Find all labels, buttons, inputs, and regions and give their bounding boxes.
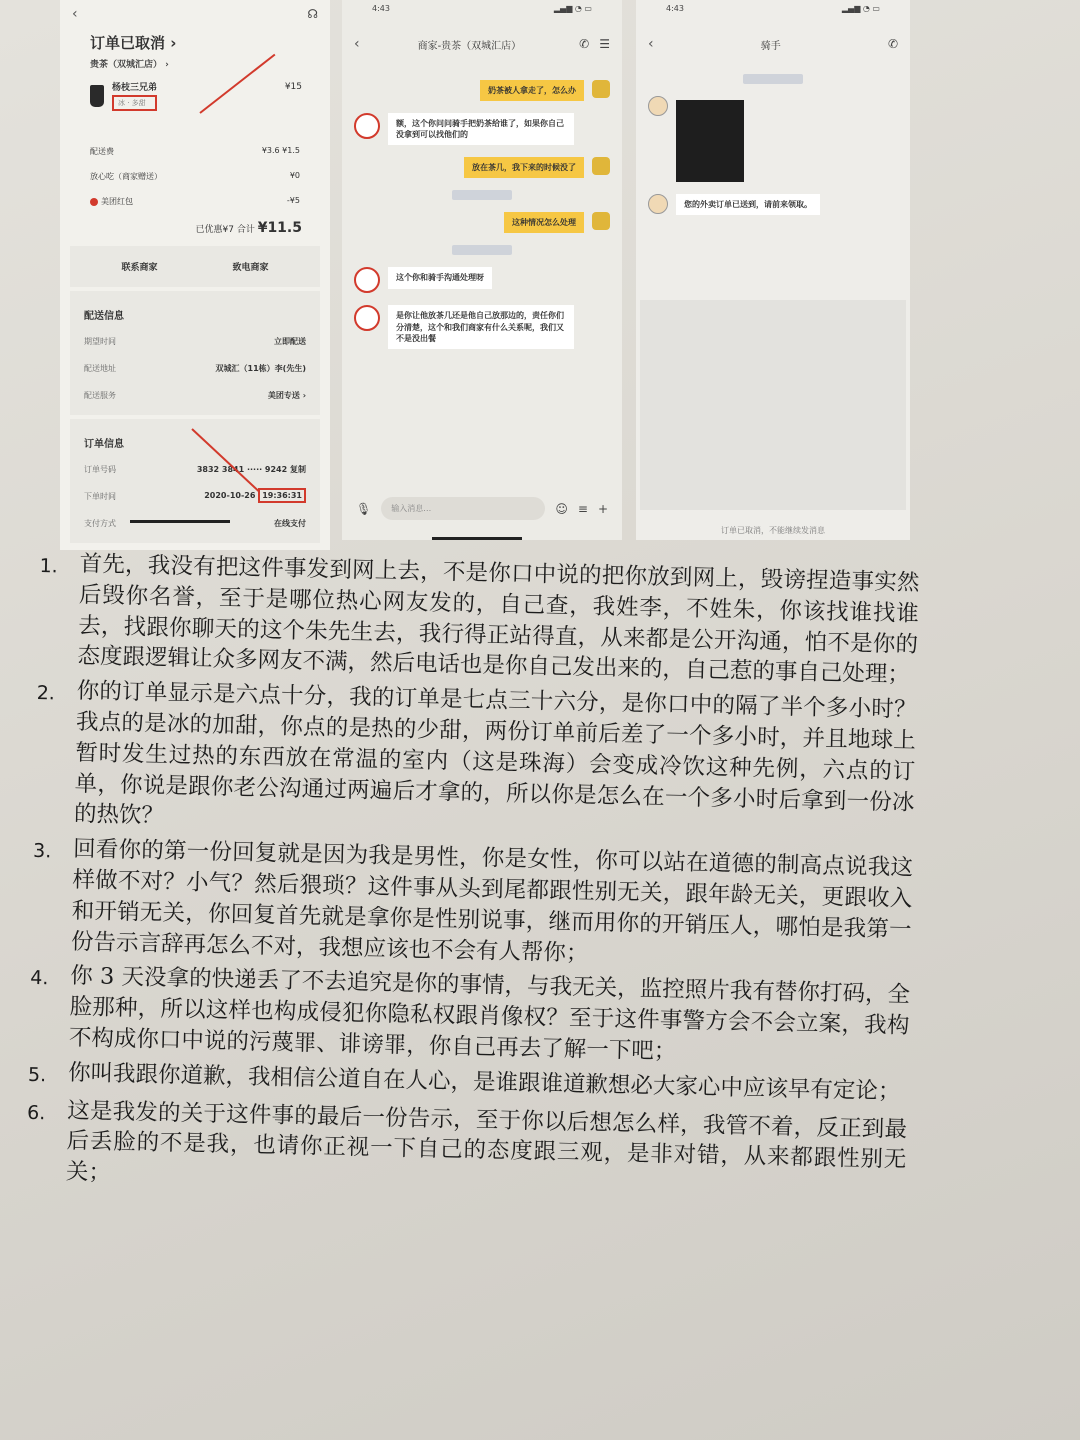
status-bar [342, 0, 622, 30]
paragraph-number: 5. [27, 1063, 47, 1087]
paragraph-number: 3. [32, 840, 52, 863]
status-time: 4:43 [372, 4, 390, 13]
message-bubble: 奶茶被人拿走了，怎么办 [480, 80, 584, 101]
screenshot-strip [60, 0, 920, 550]
delivery-value[interactable]: 美团专送 › [267, 391, 306, 400]
statement-paragraph [31, 833, 914, 976]
home-indicator [432, 537, 522, 540]
statement-paragraph [34, 675, 917, 849]
red-packet-icon [90, 198, 98, 206]
empty-chat-area [640, 300, 906, 510]
delivery-value: 双城汇（11栋）李(先生) [215, 364, 306, 373]
rider-avatar [648, 194, 668, 214]
fee-value: -¥5 [286, 196, 300, 205]
chat-message [354, 212, 610, 233]
rider-avatar [648, 96, 668, 116]
order-info-row [84, 483, 306, 510]
order-time-highlight: 19:36:31 [258, 488, 306, 503]
item-spec: 冰 · 多甜 [112, 95, 157, 111]
payment-method: 在线支付 [274, 519, 306, 528]
order-info-title: 订单信息 [84, 439, 124, 450]
chat-topbar [342, 30, 622, 58]
message-bubble: 额，这个你问问骑手把奶茶给谁了，如果你自己没拿到可以找他们的 [388, 113, 574, 145]
call-merchant-button[interactable]: 致电商家 [232, 263, 269, 273]
order-number: 3832 3841 ····· 9242 [196, 465, 288, 474]
headset-icon: ☊ [307, 7, 318, 21]
message-input[interactable]: 输入消息… [381, 497, 545, 520]
paragraph-number: 1. [39, 554, 58, 578]
delivery-label: 配送地址 [84, 364, 116, 373]
paragraph-text: 你叫我跟你道歉，我相信公道自在人心，是谁跟谁道歉想必大家心中应该早有定论； [67, 1059, 901, 1105]
list-icon[interactable]: ≡ [577, 501, 588, 516]
message-bubble: 这种情况怎么处理 [504, 212, 584, 233]
chat-topbar [636, 30, 910, 58]
chat-message [648, 194, 898, 215]
order-topbar [60, 0, 330, 28]
delivery-label: 期望时间 [84, 337, 116, 346]
message-bubble: 您的外卖订单已送到，请前来领取。 [676, 194, 820, 215]
paragraph-number: 2. [36, 682, 56, 705]
status-bar [636, 0, 910, 30]
order-info-row [84, 456, 306, 483]
timestamp-pill [452, 190, 512, 200]
total-prefix: 已优惠¥7 合计 [195, 225, 255, 235]
chat-message [354, 80, 610, 101]
order-info-label: 订单号码 [84, 465, 116, 474]
timestamp-pill [452, 245, 512, 255]
item-name: 杨枝三兄弟 [112, 83, 158, 93]
chat-message [354, 113, 610, 145]
fee-label: 配送费 [90, 147, 114, 156]
paragraph-text: 回看你的第一份回复就是因为我是男性，你是女性，你可以站在道德的制高点说我这样做不对？小气？然后猥琐？这件事从头到尾都跟性别无关，跟年龄无关，更跟收入和开销无关，你回复首先就是拿你是性别说事，继而用你的开销压人，哪怕是我第一份告示言辞再怎么不对，我想应该也不会有人帮你； [70, 836, 914, 967]
back-icon[interactable]: ‹ [354, 36, 360, 52]
delivery-photo[interactable] [676, 100, 744, 182]
paragraph-number: 6. [26, 1101, 46, 1124]
signal-icon: ▂▄▆ ◔ ▭ [553, 4, 592, 13]
user-avatar [592, 80, 610, 98]
chat-message [354, 267, 610, 293]
timestamp-pill [743, 74, 803, 84]
contact-card [70, 246, 320, 287]
chat-disabled-note: 订单已取消，不能继续发消息 [721, 526, 825, 535]
signal-icon: ▂▄▆ ◔ ▭ [841, 4, 880, 13]
merchant-avatar [354, 113, 380, 139]
shop-name: 贵茶（双城汇店） › [90, 60, 169, 70]
delivery-value: 立即配送 [274, 337, 306, 346]
fee-label: 美团红包 [101, 197, 133, 206]
order-status-title: 订单已取消 › [90, 34, 177, 52]
delivery-title: 配送信息 [84, 311, 124, 322]
copy-button[interactable]: 复制 [290, 465, 306, 474]
statement-paragraph [26, 1094, 908, 1206]
order-info-row [84, 510, 306, 537]
statement-paragraph [37, 548, 920, 691]
total-value: ¥11.5 [257, 220, 302, 236]
phone-icon[interactable]: ✆ [887, 37, 898, 51]
fee-value: ¥0 [289, 171, 300, 180]
message-bubble: 放在茶几，我下来的时候没了 [464, 157, 584, 178]
chat-thread [342, 58, 622, 371]
back-icon: ‹ [72, 6, 78, 22]
user-avatar [592, 157, 610, 175]
delivery-card [70, 291, 320, 415]
merchant-avatar [354, 267, 380, 293]
microphone-icon[interactable]: 🎙 [356, 501, 372, 516]
delivery-row [84, 382, 306, 409]
paragraph-text: 你的订单显示是六点十分，我的订单是七点三十六分，是你口中的隔了半个多小时？我点的是冰的加甜，你点的是热的少甜，两份订单前后差了一个多小时，并且地球上暂时发生过热的东西放在常温的室内（这是珠海）会变成冷饮这种先例，六点的订单，你说是跟你老公沟通过两遍后才拿的，所以你是怎么在一个多小时后拿到一份冰的热饮？ [73, 678, 917, 830]
paragraph-text: 首先，我没有把这件事发到网上去，不是你口中说的把你放到网上，毁谤捏造事实然后毁你名誉，至于是哪位热心网友发的，自己查，我姓李，不姓朱，你该找谁找谁去，找跟你聊天的这个朱先生去，我行得正站得直，从来都是公开沟通，怕不是你的态度跟逻辑让众多网友不满，然后电话也是你自己发出来的，自己惹的事自己处理； [77, 550, 920, 689]
rider-chat-screenshot [636, 0, 910, 540]
paragraph-text: 你 3 天没拿的快递丢了不去追究是你的事情，与我无关，监控照片我有替你打码，全脸那种，所以这样也构成侵犯你隐私权跟肖像权？至于这件事警方会不会立案，我构不构成你口中说的污蔑罪、诽谤罪，你自己再去了解一下吧； [68, 963, 911, 1065]
delivery-label: 配送服务 [84, 391, 116, 400]
status-time: 4:43 [666, 4, 684, 13]
order-info-label: 下单时间 [84, 492, 116, 501]
redaction-line [130, 520, 230, 523]
chat-title: 骑手 [760, 40, 781, 52]
fee-row [60, 189, 330, 214]
contact-merchant-button[interactable]: 联系商家 [121, 263, 158, 273]
chat-thread [636, 58, 910, 237]
fee-label: 放心吃（商家赠送） [90, 172, 162, 181]
delivery-row [84, 328, 306, 355]
message-bubble: 这个你和骑手沟通处理呀 [388, 267, 492, 288]
menu-icon[interactable]: ☰ [599, 37, 610, 51]
statement-text [25, 548, 919, 1211]
paragraph-text: 这是我发的关于这件事的最后一份告示，至于你以后想怎么样，我管不着，反正到最后丢脸的不是我，也请你正视一下自己的态度跟三观，是非对错，从来都跟性别无关； [65, 1097, 908, 1186]
delivery-row [84, 355, 306, 382]
message-bubble: 是你让他放茶几还是他自己放那边的，责任你们分清楚，这个和我们商家有什么关系呢，我们又不是没出餐 [388, 305, 574, 349]
merchant-chat-screenshot [342, 0, 622, 540]
paragraph-number: 4. [29, 967, 49, 990]
drink-cup-icon [90, 85, 104, 107]
order-detail-screenshot [60, 0, 330, 550]
plus-icon[interactable]: + [597, 501, 608, 516]
phone-icon[interactable]: ✆ [579, 37, 590, 51]
order-item [60, 74, 330, 117]
chat-message [354, 305, 610, 349]
back-icon[interactable]: ‹ [648, 36, 654, 52]
fee-row [60, 139, 330, 164]
fee-value: ¥3.6 ¥1.5 [261, 146, 300, 155]
order-date: 2020-10-26 [204, 491, 259, 500]
statement-paragraph [29, 960, 911, 1072]
chat-input-bar [342, 497, 622, 520]
emoji-icon[interactable]: ☺ [555, 501, 568, 516]
order-total [60, 214, 330, 242]
chat-title: 商家-贵茶（双城汇店） [417, 40, 522, 52]
user-avatar [592, 212, 610, 230]
chat-message [354, 157, 610, 178]
merchant-avatar [354, 305, 380, 331]
fee-row [60, 164, 330, 189]
order-info-card [70, 419, 320, 543]
order-info-label: 支付方式 [84, 519, 116, 528]
chat-message [648, 96, 898, 182]
item-price: ¥15 [284, 82, 302, 92]
